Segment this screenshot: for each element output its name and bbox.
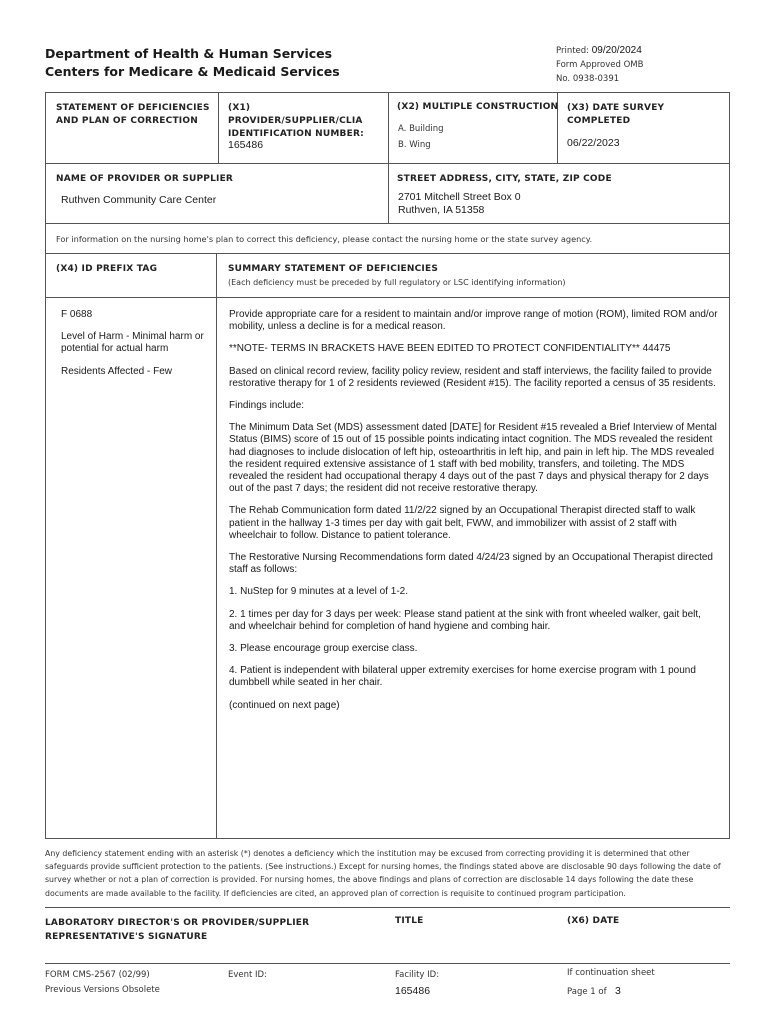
provider-name-label: NAME OF PROVIDER OR SUPPLIER (56, 174, 234, 184)
x1-provider-id: 165486 (228, 139, 264, 151)
deficiency-summary (229, 309, 719, 722)
statement-label: STATEMENT OF DEFICIENCIES AND PLAN OF CORRECTION (56, 103, 210, 126)
address-line1: 2701 Mitchell Street Box 0 (398, 191, 521, 203)
event-id-label: Event ID: (228, 970, 267, 980)
disclaimer-text: Any deficiency statement ending with an asterisk (*) denotes a deficiency which the institution may be excused from correcting providing it is determined that other safeguards provide sufficient protection to the patients. (See instructions.) Except for nursing homes, the findings stated above are disclosable 90 days following the date of survey whether or not a plan of correction is provided. For nursing homes, the above findings and plans of correction are disclosable 14 days following the date these documents are made available to the facility. If deficiencies are cited, an approved plan of correction is requisite to continued program participation. (45, 849, 721, 898)
form-id: FORM CMS-2567 (02/99) (45, 970, 150, 980)
title-label: TITLE (395, 916, 424, 926)
residents-affected: Residents Affected - Few (61, 365, 172, 377)
previous-versions-note: Previous Versions Obsolete (45, 985, 160, 995)
x2-building: A. Building (398, 124, 444, 134)
continuation-label: If continuation sheet (567, 968, 655, 978)
deficiency-tag-column (61, 309, 209, 388)
summary-paragraph: The Rehab Communication form dated 11/2/22 signed by an Occupational Therapist directed staff to walk patient in the hallway 1-3 times per day with gait belt, FWW, and immobilizer with assist of 2 staff with wheelchair to follow. Distance to patient tolerance. (229, 505, 696, 541)
summary-label: SUMMARY STATEMENT OF DEFICIENCIES (228, 264, 439, 274)
summary-paragraph: (continued on next page) (229, 699, 340, 711)
facility-id-label: Facility ID: (395, 970, 440, 980)
summary-paragraph: 2. 1 times per day for 3 days per week: Please stand patient at the sink with front wheeled walker, gait belt, and wheelchair behind for completion of hand hygiene and combing hair. (229, 608, 701, 632)
x3-survey-date: 06/22/2023 (567, 137, 620, 149)
summary-paragraph: 4. Patient is independent with bilateral upper extremity exercises for home exercise program with 1 pound dumbbell while seated in her chair. (229, 665, 696, 689)
summary-paragraph: 3. Please encourage group exercise class. (229, 643, 418, 655)
page-label: Page 1 of (567, 987, 607, 997)
x3-label: (X3) DATE SURVEY COMPLETED (567, 103, 665, 126)
facility-id: 165486 (395, 985, 431, 997)
summary-paragraph: Based on clinical record review, facility policy review, resident and staff interviews, the facility failed to provide restorative therapy for 1 of 2 residents reviewed (Resident #15). The facility reported a census of 35 residents. (229, 365, 716, 389)
summary-paragraph: Provide appropriate care for a resident to maintain and/or improve range of motion (ROM), limited ROM and/or mobility, unless a decline is for a medical reason. (229, 309, 718, 333)
x2-wing: B. Wing (398, 140, 431, 150)
address-label: STREET ADDRESS, CITY, STATE, ZIP CODE (397, 174, 612, 184)
printed-row (556, 44, 746, 58)
x1-label: (X1) PROVIDER/SUPPLIER/CLIA IDENTIFICATION NUMBER: (228, 103, 364, 139)
address-line2: Ruthven, IA 51358 (398, 204, 485, 216)
deficiency-tag: F 0688 (61, 309, 93, 320)
signature-date-label: (X6) DATE (567, 916, 620, 926)
x2-label: (X2) MULTIPLE CONSTRUCTION (397, 102, 559, 112)
summary-paragraph: The Minimum Data Set (MDS) assessment dated [DATE] for Resident #15 revealed a Brief Interview of Mental Status (BIMS) score of 15 out of 15 possible points indicating intact cognition. The MDS revealed the resident had diagnoses to include dislocation of left hip, osteoarthritis in left hip, and pain in left hip. The MDS revealed the resident required extensive assistance of 1 staff with bed mobility, transfers, and toileting. The MDS revealed the resident had occupational therapy 4 days out of the past 7 days and physical therapy for 2 days out of the past 7 days; the resident did not receive restorative therapy. (229, 422, 717, 495)
agency-subtitle: Centers for Medicare & Medicaid Services (45, 64, 340, 79)
provider-name: Ruthven Community Care Center (61, 194, 217, 206)
director-signature-label: LABORATORY DIRECTOR'S OR PROVIDER/SUPPLIER REPRESENTATIVE'S SIGNATURE (45, 918, 310, 942)
form-approved-text: Form Approved OMB (556, 60, 644, 70)
printed-date: 09/20/2024 (591, 45, 642, 56)
summary-paragraph: Findings include: (229, 400, 305, 412)
page-total: 3 (615, 985, 621, 997)
table-header-box (45, 254, 730, 298)
printed-label: Printed: (556, 46, 590, 56)
page-indicator (567, 981, 621, 999)
summary-paragraph: 1. NuStep for 9 minutes at a level of 1-2. (229, 586, 408, 598)
form-approval-block (556, 44, 746, 86)
info-note: For information on the nursing home's plan to correct this deficiency, please contact the nursing home or the state survey agency. (56, 234, 593, 244)
agency-title: Department of Health & Human Services (45, 46, 333, 61)
summary-sublabel: (Each deficiency must be preceded by full regulatory or LSC identifying information) (228, 278, 566, 287)
omb-number: No. 0938-0391 (556, 74, 620, 84)
summary-paragraph: **NOTE- TERMS IN BRACKETS HAVE BEEN EDITED TO PROTECT CONFIDENTIALITY** 44475 (229, 343, 671, 355)
level-of-harm: Level of Harm - Minimal harm or potential for actual harm (61, 331, 204, 355)
summary-paragraph: The Restorative Nursing Recommendations form dated 4/24/23 signed by an Occupational Therapist directed staff as follows: (229, 552, 713, 576)
x4-label: (X4) ID PREFIX TAG (56, 264, 158, 274)
